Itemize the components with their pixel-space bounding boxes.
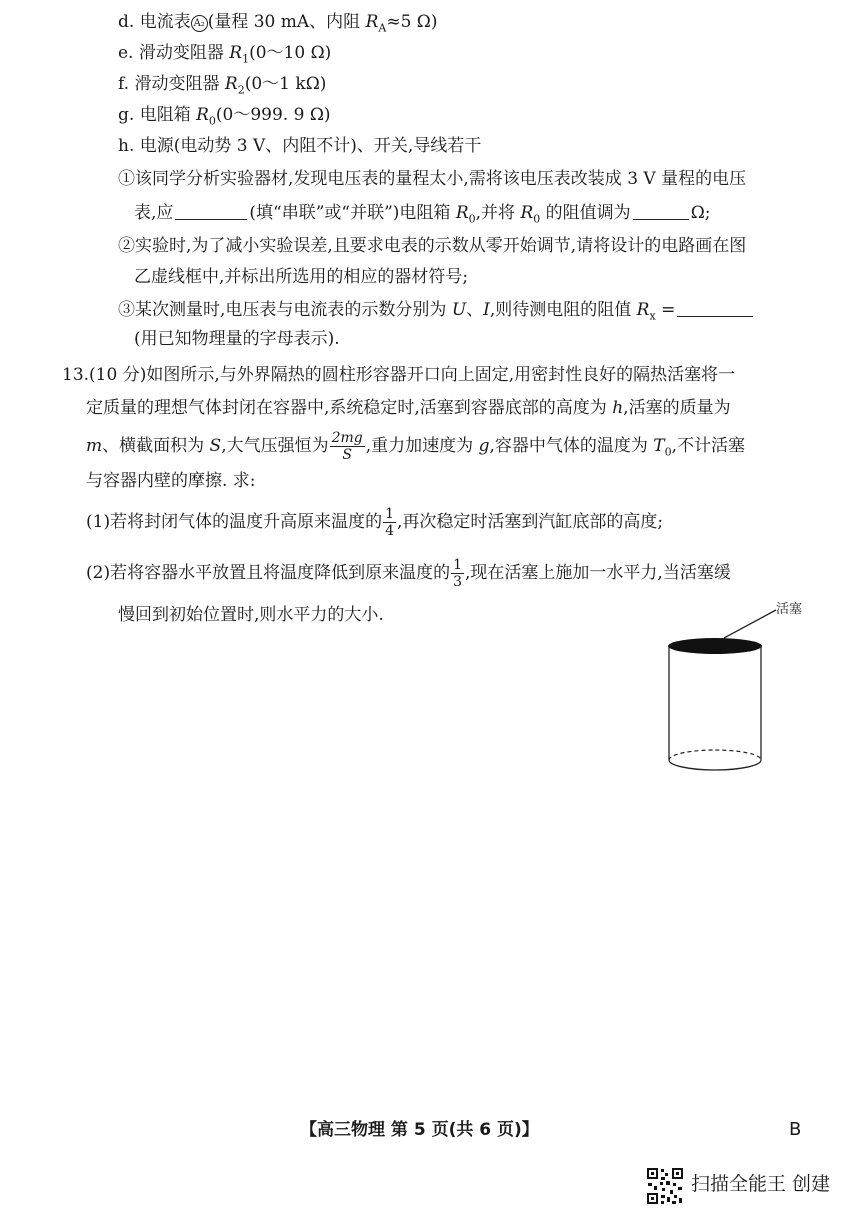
q12-part1-line2: 表,应 (填“串联”或“并联”)电阻箱 $R_0$,并将 $R_0$ 的阻值调为 Ω; [134, 203, 711, 226]
cylinder-bottom-front [669, 760, 761, 770]
paper-version-mark: B [789, 1119, 802, 1140]
q12-part2-line2: 乙虚线框中,并标出所选用的相应的器材符号; [134, 267, 469, 287]
q13-sub1: (1)若将封闭气体的温度升高原来温度的 $\frac{1}{4}$ ,再次稳定时活塞到汽缸底部的高度; [86, 506, 664, 539]
q13-line4: 与容器内壁的摩擦. 求: [86, 471, 256, 491]
fraction-quarter: $\frac{1}{4}$ [385, 506, 395, 539]
cylinder-figure [660, 596, 810, 780]
q12-part3-line2: (用已知物理量的字母表示). [134, 329, 340, 349]
equipment-d: d. 电流表 A₂ (量程 30 mA、内阻 $R_A\approx 5$ Ω) [118, 12, 438, 35]
q12-part3-line1: ③某次测量时,电压表与电流表的示数分别为 U、I,则待测电阻的阻值 $R_x$ = [118, 298, 755, 328]
scanner-watermark: 扫描全能王 创建 [691, 1173, 831, 1195]
q12-part2-line1: ②实验时,为了减小实验误差,且要求电表的示数从零开始调节,请将设计的电路画在图 [118, 236, 747, 256]
q13-line2: 定质量的理想气体封闭在容器中,系统稳定时,活塞到容器底部的高度为 h,活塞的质量为 [86, 398, 731, 418]
equipment-f: f. 滑动变阻器 $R_2(0\sim 1$ kΩ) [118, 74, 327, 97]
pressure-fraction: $\frac{2mg}{S}$ [331, 430, 363, 463]
q13-sub2-line2: 慢回到初始位置时,则水平力的大小. [118, 605, 384, 625]
equipment-e: e. 滑动变阻器 $R_1(0\sim 10$ Ω) [118, 43, 332, 66]
answer-blank-resistance[interactable] [633, 203, 689, 220]
cylinder-bottom-back [669, 750, 761, 760]
answer-blank-rx[interactable] [677, 300, 753, 317]
q13-sub2-line1: (2)若将容器水平放置且将温度降低到原来温度的 $\frac{1}{3}$ ,现在活塞上施加一水平力,当活塞缓 [86, 557, 731, 590]
fraction-third: $\frac{1}{3}$ [453, 557, 463, 590]
answer-blank-connection[interactable] [175, 203, 247, 220]
page-footer: 【高三物理 第 5 页(共 6 页)】 [300, 1120, 539, 1140]
equipment-g: g. 电阻箱 $R_0(0\sim 999$. 9 Ω) [118, 105, 331, 128]
qr-code-icon [646, 1167, 684, 1205]
q13-line1: 13.(10 分)如图所示,与外界隔热的圆柱形容器开口向上固定,用密封性良好的隔热活塞将一 [62, 365, 736, 385]
piston [668, 638, 762, 654]
ammeter-symbol: A₂ [191, 15, 208, 32]
piston-leader-line [724, 610, 776, 638]
piston-label: 活塞 [776, 602, 803, 617]
q13-line3: m、横截面积为 S,大气压强恒为 $\frac{2mg}{S}$ ,重力加速度为 g,容器中气体的温度为 $T_0$,不计活塞 [86, 430, 746, 463]
q12-part1-line1: ①该同学分析实验器材,发现电压表的量程太小,需将该电压表改装成 3 V 量程的电压 [118, 169, 747, 189]
equipment-h: h. 电源(电动势 3 V、内阻不计)、开关,导线若干 [118, 136, 482, 156]
